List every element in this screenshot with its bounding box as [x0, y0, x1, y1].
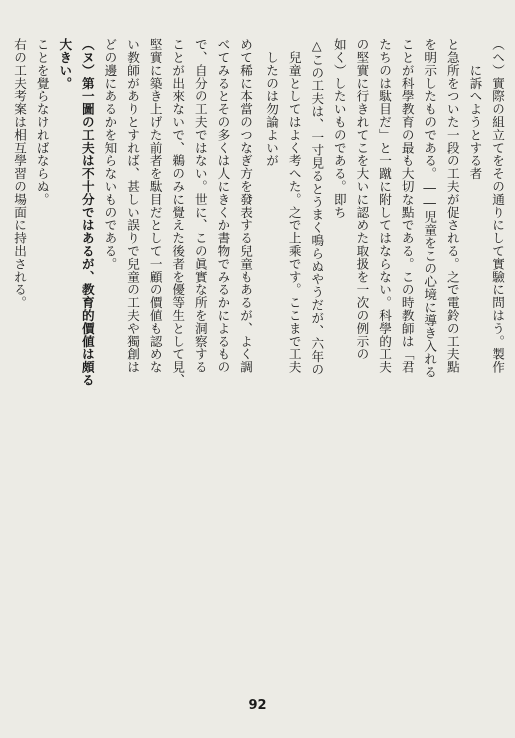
text-line: 堅實に築き上げた前者を駄目だとして一顧の價値も認めな	[147, 38, 163, 374]
text-line: ことを覺らなければならぬ。	[34, 38, 50, 206]
page-number: 92	[248, 698, 267, 713]
text-line: 右の工夫考案は相互學習の場面に持出される。	[12, 38, 28, 309]
text-line: で、自分の工夫ではない。世に、この眞實な所を洞察する	[192, 38, 208, 374]
text-line: 兒童としてはよく考へた。之で上乘です。ここまで工夫	[286, 38, 302, 374]
text-line: （ヘ）實際の組立てをその通りにして實驗に問はう。製作	[490, 38, 505, 374]
text-line: したのは勿論よいが	[264, 38, 280, 167]
left-text-column	[8, 38, 256, 670]
text-line: ことが出來ないで、鵜のみに覺えた後者を優等生として見、	[170, 38, 186, 387]
text-line: 大きい。	[57, 38, 73, 90]
text-line: （ヌ）第一圖の工夫は不十分ではあるが、教育的價値は頗る	[79, 38, 95, 387]
right-text-column	[262, 38, 508, 670]
text-line: と急所をついた一段の工夫が促される。之で電鈴の工夫點	[444, 38, 460, 374]
text-line: を明示したものである。――児童をこの心境に導き入れる	[422, 38, 438, 379]
text-line: ことが科學教育の最も大切な點である。この時教師は「君	[399, 38, 415, 374]
text-line: に訴へようとする者	[467, 38, 483, 180]
text-line: 如く）したいものである。即ち	[331, 38, 347, 219]
text-line: べてみるとその多くは人にきくか書物でみるかによるもの	[215, 38, 231, 374]
text-line: めて稀に本當のつなぎ方を發表する兒童もあるが、よく調	[238, 38, 253, 374]
text-line: い教師がありとすれば、甚しい誤りで兒童の工夫や獨創は	[125, 38, 141, 374]
text-line: の堅實に行きれてこを大いに認めた取扱を一次の例示の	[354, 38, 370, 361]
text-line: たちのは駄目だ」と一蹴に附してはならない。科學的工夫	[377, 38, 393, 374]
text-line: △この工夫は、一寸見るとうまく鳴らぬやうだが、六年の	[309, 38, 325, 376]
text-line: どの邊にあるかを知らないものである。	[102, 38, 118, 271]
